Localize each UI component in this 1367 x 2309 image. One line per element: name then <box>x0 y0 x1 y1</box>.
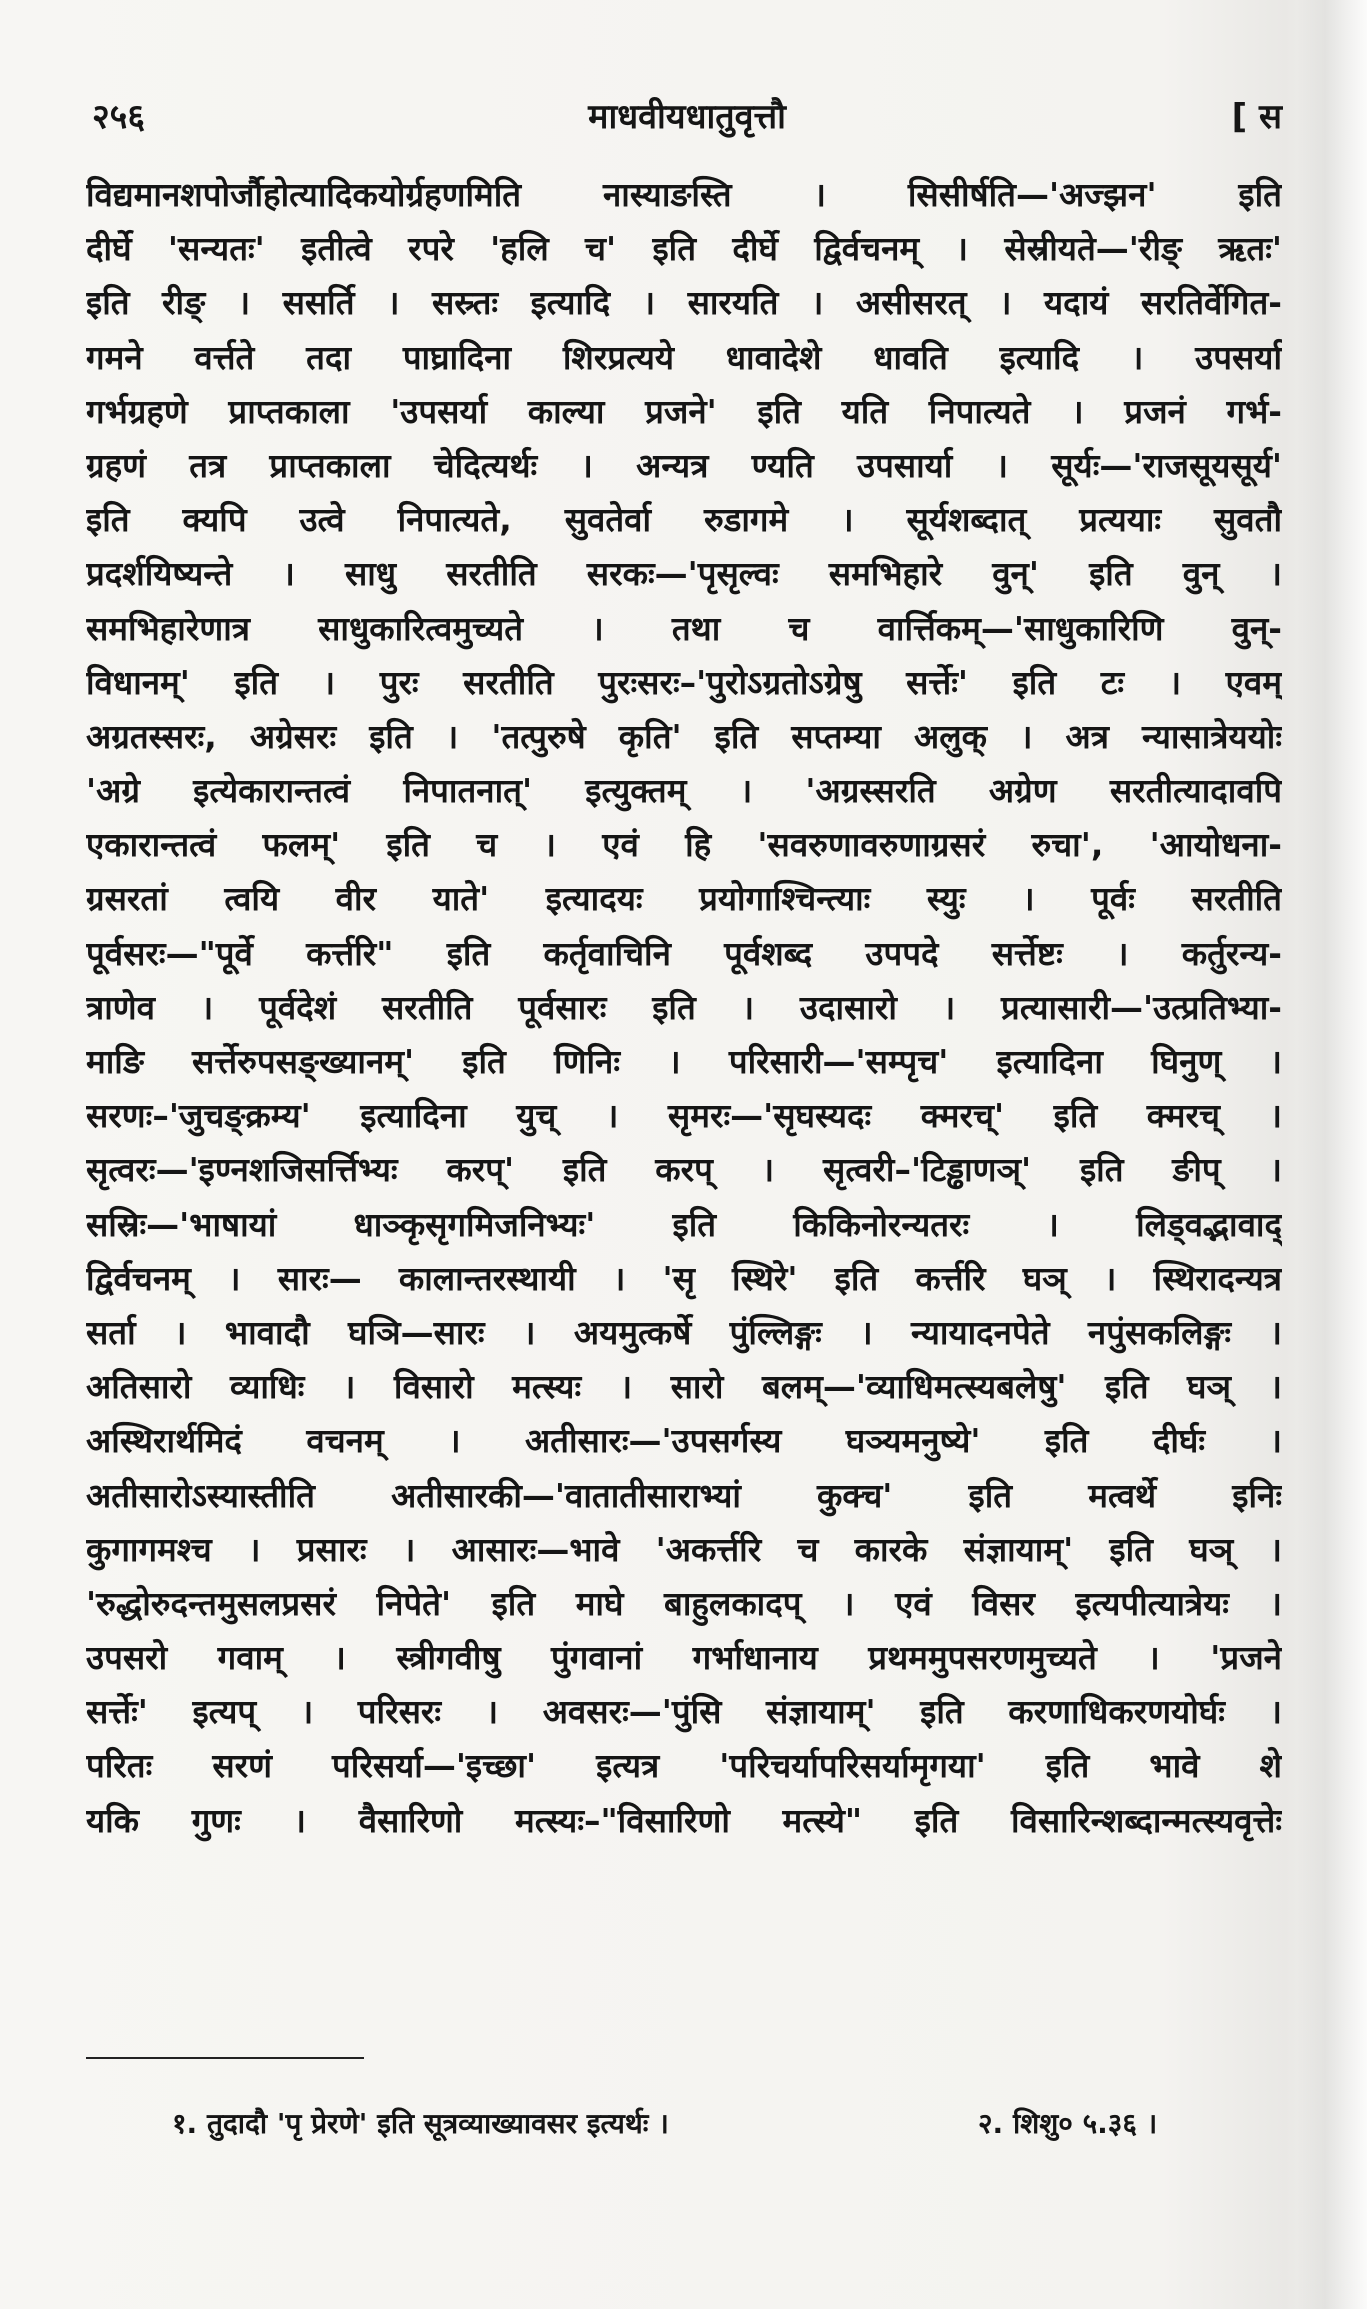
text-line: गर्भग्रहणे प्राप्तकाला 'उपसर्या काल्या प्रजने' इति यति निपात्यते । प्रजनं गर्भ- <box>86 391 1282 431</box>
text-line: ग्रसरतां त्वयि वीर याते' इत्यादयः प्रयोगाश्चिन्त्याः स्युः । पूर्वः सरतीति <box>86 879 1282 919</box>
text-line: सस्रिः—'भाषायां धाञ्कृसृगमिजनिभ्यः' इति किकिनोरन्यतरः । लिड्वद्भावाद् <box>86 1204 1282 1244</box>
text-line: इति रीङ् । ससर्ति । सस्र्तः इत्यादि । सारयति । असीसरत् । यदायं सरतिर्वेगित- <box>86 283 1282 323</box>
page-edge-shadow <box>1297 0 1367 2309</box>
footnote-2: २. शिशु० ५.३६ । <box>978 2107 1158 2140</box>
text-line: पूर्वसरः—"पूर्वे कर्त्तरि" इति कर्तृवाचिनि पूर्वशब्द उपपदे सर्त्तेष्टः । कर्तुरन्य- <box>86 933 1282 973</box>
text-line: समभिहारेणात्र साधुकारित्वमुच्यते । तथा च वार्त्तिकम्—'साधुकारिणि वुन्- <box>86 608 1282 648</box>
text-line: दीर्घे 'सन्यतः' इतीत्वे रपरे 'हलि च' इति दीर्घे द्विर्वचनम् । सेस्रीयते—'रीङ् ऋतः' <box>86 229 1282 269</box>
running-header <box>92 92 1282 152</box>
text-line: सर्त्तेः' इत्यप् । परिसरः । अवसरः—'पुंसि संज्ञायाम्' इति करणाधिकरणयोर्घः । <box>86 1692 1282 1732</box>
text-line: ग्रहणं तत्र प्राप्तकाला चेदित्यर्थः । अन्यत्र ण्यति उपसार्या । सूर्यः—'राजसूयसूर्य' <box>86 445 1282 485</box>
text-line: त्राणेव । पूर्वदेशं सरतीति पूर्वसारः इति । उदासारो । प्रत्यासारी—'उत्प्रतिभ्या- <box>86 987 1282 1027</box>
body-text <box>86 168 1282 1848</box>
text-line: विधानम्' इति । पुरः सरतीति पुरःसरः–'पुरोऽग्रतोऽग्रेषु सर्त्तेः' इति टः । एवम् <box>86 662 1282 702</box>
text-line: गमने वर्त्तते तदा पाघ्रादिना शिरप्रत्यये धावादेशे धावति इत्यादि । उपसर्या <box>86 337 1282 377</box>
text-line: प्रदर्शयिष्यन्ते । साधु सरतीति सरकः—'पृसृल्वः समभिहारे वुन्' इति वुन् । <box>86 554 1282 594</box>
text-line: यकि गुणः । वैसारिणो मत्स्यः–"विसारिणो मत्स्ये" इति विसारिन्शब्दान्मत्स्यवृत्तेः <box>86 1800 1282 1840</box>
text-line: द्विर्वचनम् । सारः— कालान्तरस्थायी । 'सृ स्थिरे' इति कर्त्तरि घञ् । स्थिरादन्यत्र <box>86 1258 1282 1298</box>
text-line: अग्रतस्सरः, अग्रेसरः इति । 'तत्पुरुषे कृति' इति सप्तम्या अलुक् । अत्र न्यासात्रेययोः <box>86 716 1282 756</box>
text-line: 'रुद्धोरुदन्तमुसलप्रसरं निपेते' इति माघे बाहुलकादप् । एवं विसर इत्यपीत्यात्रेयः । <box>86 1583 1282 1623</box>
text-line: इति क्यपि उत्वे निपात्यते, सुवतेर्वा रुडागमे । सूर्यशब्दात् प्रत्ययाः सुवतौ <box>86 500 1282 540</box>
text-line: कुगागमश्च । प्रसारः । आसारः—भावे 'अकर्त्तरि च कारके संज्ञायाम्' इति घञ् । <box>86 1529 1282 1569</box>
section-marker: [ स <box>1231 97 1282 137</box>
footnote-rule <box>86 2057 364 2059</box>
text-line: अतीसारोऽस्यास्तीति अतीसारकी—'वातातीसाराभ्यां कुक्च' इति मत्वर्थे इनिः <box>86 1475 1282 1515</box>
text-line: माङि सर्त्तेरुपसङ्ख्यानम्' इति णिनिः । परिसारी—'सम्पृच' इत्यादिना घिनुण् । <box>86 1042 1282 1081</box>
text-line: 'अग्रे इत्येकारान्तत्वं निपातनात्' इत्युक्तम् । 'अग्रस्सरति अग्रेण सरतीत्यादावपि <box>86 771 1282 811</box>
text-line: अस्थिरार्थमिदं वचनम् । अतीसारः—'उपसर्गस्य घञ्यमनुष्ये' इति दीर्घः । <box>86 1421 1282 1461</box>
text-line: एकारान्तत्वं फलम्' इति च । एवं हि 'सवरुणावरुणाग्रसरं रुचा', 'आयोधना- <box>86 825 1282 865</box>
text-line: सरणः–'जुचङ्क्रम्य' इत्यादिना युच् । सृमरः—'सृघस्यदः क्मरच्' इति क्मरच् । <box>86 1096 1282 1136</box>
text-line: उपसरो गवाम् । स्त्रीगवीषु पुंगवानां गर्भाधानाय प्रथममुपसरणमुच्यते । 'प्रजने <box>86 1638 1282 1678</box>
text-line: सर्ता । भावादौ घञि—सारः । अयमुत्कर्षे पुंल्लिङ्गः । न्यायादनपेते नपुंसकलिङ्गः । <box>86 1312 1282 1352</box>
text-line: अतिसारो व्याधिः । विसारो मत्स्यः । सारो बलम्—'व्याधिमत्स्यबलेषु' इति घञ् । <box>86 1367 1282 1407</box>
running-title: माधवीयधातुवृत्तौ <box>588 97 786 137</box>
text-line: परितः सरणं परिसर्या—'इच्छा' इत्यत्र 'परिचर्यापरिसर्यामृगया' इति भावे शे <box>86 1746 1282 1786</box>
text-line: विद्यमानशपोर्जौहोत्यादिकयोर्ग्रहणमिति नास्याङस्ति । सिसीर्षति—'अज्झन' इति <box>86 175 1282 214</box>
footnote-1: १. तुदादौ 'पृ प्रेरणे' इति सूत्रव्याख्यावसर इत्यर्थः । <box>172 2107 669 2140</box>
page-number: २५६ <box>92 97 146 137</box>
text-line: सृत्वरः—'इण्नशजिसर्त्तिभ्यः करप्' इति करप् । सृत्वरी–'टिड्ढाणञ्' इति ङीप् । <box>86 1150 1282 1190</box>
